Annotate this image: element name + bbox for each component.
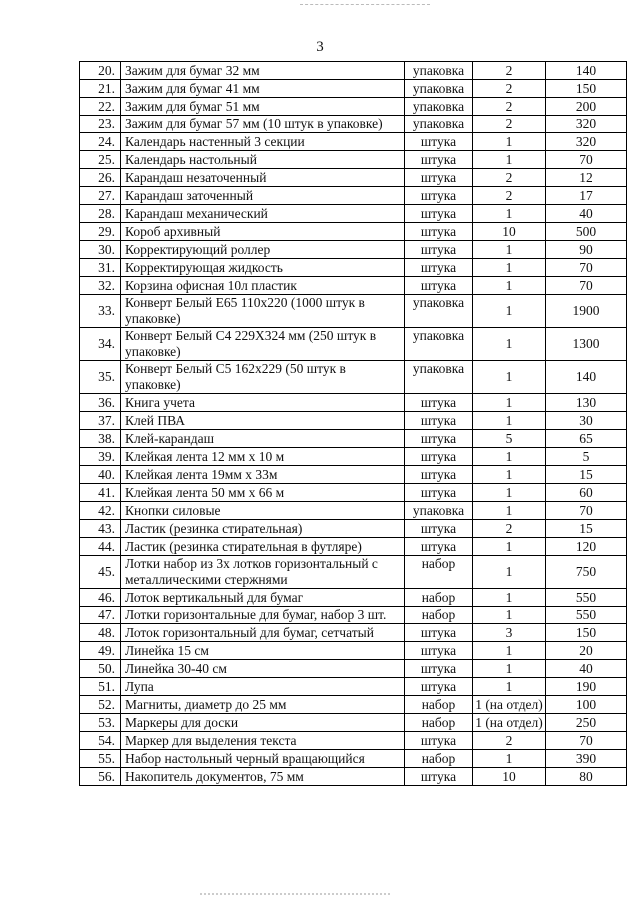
unit-of-measure: набор — [405, 750, 473, 768]
unit-of-measure: штука — [405, 205, 473, 223]
unit-of-measure: штука — [405, 133, 473, 151]
quantity: 1 — [473, 607, 546, 624]
item-name: Корректирующая жидкость — [121, 259, 405, 277]
unit-of-measure: штука — [405, 394, 473, 412]
row-number: 30. — [80, 241, 121, 259]
table-row — [80, 607, 627, 624]
row-number: 25. — [80, 151, 121, 169]
row-number: 49. — [80, 642, 121, 660]
item-name: Книга учета — [121, 394, 405, 412]
table-row — [80, 538, 627, 556]
quantity: 1 — [473, 750, 546, 768]
price: 70 — [546, 277, 627, 295]
quantity: 1 — [473, 642, 546, 660]
table-row — [80, 448, 627, 466]
table-row — [80, 277, 627, 295]
quantity: 1 — [473, 556, 546, 589]
supplies-table-body — [80, 62, 627, 786]
price: 17 — [546, 187, 627, 205]
price: 1900 — [546, 295, 627, 328]
table-row — [80, 187, 627, 205]
table-row — [80, 678, 627, 696]
row-number: 23. — [80, 116, 121, 133]
price: 15 — [546, 520, 627, 538]
item-name: Набор настольный черный вращающийся — [121, 750, 405, 768]
quantity: 2 — [473, 169, 546, 187]
table-row — [80, 642, 627, 660]
price: 40 — [546, 205, 627, 223]
item-name: Конверт Белый Е65 110х220 (1000 штук в упаковке) — [121, 295, 405, 328]
price: 320 — [546, 133, 627, 151]
table-row — [80, 241, 627, 259]
price: 140 — [546, 62, 627, 80]
price: 65 — [546, 430, 627, 448]
unit-of-measure: упаковка — [405, 361, 473, 394]
item-name: Линейка 30-40 см — [121, 660, 405, 678]
price: 90 — [546, 241, 627, 259]
item-name: Карандаш механический — [121, 205, 405, 223]
item-name: Магниты, диаметр до 25 мм — [121, 696, 405, 714]
table-row — [80, 624, 627, 642]
item-name: Зажим для бумаг 57 мм (10 штук в упаковке) — [121, 116, 405, 133]
unit-of-measure: штука — [405, 169, 473, 187]
unit-of-measure: упаковка — [405, 62, 473, 80]
unit-of-measure: набор — [405, 589, 473, 607]
quantity: 2 — [473, 116, 546, 133]
unit-of-measure: упаковка — [405, 80, 473, 98]
table-row — [80, 502, 627, 520]
price: 20 — [546, 642, 627, 660]
quantity: 1 — [473, 466, 546, 484]
unit-of-measure: штука — [405, 430, 473, 448]
row-number: 36. — [80, 394, 121, 412]
table-row — [80, 696, 627, 714]
unit-of-measure: штука — [405, 151, 473, 169]
quantity: 10 — [473, 223, 546, 241]
quantity: 1 — [473, 277, 546, 295]
item-name: Лотки горизонтальные для бумаг, набор 3 шт. — [121, 607, 405, 624]
item-name: Конверт Белый С4 229Х324 мм (250 штук в упаковке) — [121, 328, 405, 361]
quantity: 2 — [473, 62, 546, 80]
item-name: Ластик (резинка стирательная в футляре) — [121, 538, 405, 556]
item-name: Календарь настенный 3 секции — [121, 133, 405, 151]
table-row — [80, 589, 627, 607]
quantity: 1 — [473, 484, 546, 502]
item-name: Ластик (резинка стирательная) — [121, 520, 405, 538]
item-name: Маркер для выделения текста — [121, 732, 405, 750]
page-number: 3 — [316, 39, 324, 55]
price: 500 — [546, 223, 627, 241]
row-number: 22. — [80, 98, 121, 116]
price: 320 — [546, 116, 627, 133]
price: 80 — [546, 768, 627, 786]
row-number: 34. — [80, 328, 121, 361]
quantity: 1 — [473, 448, 546, 466]
price: 70 — [546, 732, 627, 750]
quantity: 1 — [473, 589, 546, 607]
table-row — [80, 556, 627, 589]
unit-of-measure: штука — [405, 538, 473, 556]
price: 60 — [546, 484, 627, 502]
quantity: 3 — [473, 624, 546, 642]
supplies-table — [79, 61, 627, 786]
row-number: 26. — [80, 169, 121, 187]
unit-of-measure: штука — [405, 223, 473, 241]
quantity: 1 — [473, 151, 546, 169]
row-number: 33. — [80, 295, 121, 328]
unit-of-measure: упаковка — [405, 502, 473, 520]
row-number: 24. — [80, 133, 121, 151]
quantity: 10 — [473, 768, 546, 786]
unit-of-measure: штука — [405, 277, 473, 295]
scan-artifact-top — [300, 4, 430, 5]
row-number: 40. — [80, 466, 121, 484]
row-number: 39. — [80, 448, 121, 466]
quantity: 1 — [473, 259, 546, 277]
price: 190 — [546, 678, 627, 696]
table-row — [80, 430, 627, 448]
row-number: 21. — [80, 80, 121, 98]
row-number: 28. — [80, 205, 121, 223]
item-name: Лотки набор из 3х лотков горизонтальный с металлическими стержнями — [121, 556, 405, 589]
table-row — [80, 80, 627, 98]
table-row — [80, 412, 627, 430]
row-number: 45. — [80, 556, 121, 589]
quantity: 2 — [473, 80, 546, 98]
row-number: 50. — [80, 660, 121, 678]
unit-of-measure: набор — [405, 556, 473, 589]
table-row — [80, 151, 627, 169]
row-number: 47. — [80, 607, 121, 624]
table-row — [80, 768, 627, 786]
item-name: Лоток горизонтальный для бумаг, сетчатый — [121, 624, 405, 642]
unit-of-measure: штука — [405, 732, 473, 750]
quantity: 1 — [473, 361, 546, 394]
row-number: 46. — [80, 589, 121, 607]
table-row — [80, 205, 627, 223]
price: 15 — [546, 466, 627, 484]
quantity: 1 — [473, 412, 546, 430]
table-row — [80, 750, 627, 768]
row-number: 27. — [80, 187, 121, 205]
unit-of-measure: штука — [405, 768, 473, 786]
unit-of-measure: штука — [405, 448, 473, 466]
unit-of-measure: штука — [405, 660, 473, 678]
table-row — [80, 62, 627, 80]
quantity: 2 — [473, 187, 546, 205]
table-row — [80, 259, 627, 277]
unit-of-measure: штука — [405, 412, 473, 430]
price: 12 — [546, 169, 627, 187]
price: 150 — [546, 624, 627, 642]
quantity: 1 — [473, 133, 546, 151]
price: 5 — [546, 448, 627, 466]
row-number: 35. — [80, 361, 121, 394]
row-number: 41. — [80, 484, 121, 502]
row-number: 44. — [80, 538, 121, 556]
quantity: 1 — [473, 678, 546, 696]
quantity: 1 — [473, 241, 546, 259]
quantity: 1 (на отдел) — [473, 714, 546, 732]
row-number: 38. — [80, 430, 121, 448]
scan-artifact-bottom — [200, 893, 390, 895]
price: 70 — [546, 502, 627, 520]
item-name: Зажим для бумаг 51 мм — [121, 98, 405, 116]
unit-of-measure: упаковка — [405, 328, 473, 361]
table-row — [80, 660, 627, 678]
table-row — [80, 223, 627, 241]
item-name: Короб архивный — [121, 223, 405, 241]
table-row — [80, 394, 627, 412]
item-name: Линейка 15 см — [121, 642, 405, 660]
row-number: 43. — [80, 520, 121, 538]
unit-of-measure: штука — [405, 678, 473, 696]
item-name: Накопитель документов, 75 мм — [121, 768, 405, 786]
unit-of-measure: штука — [405, 187, 473, 205]
row-number: 31. — [80, 259, 121, 277]
price: 1300 — [546, 328, 627, 361]
row-number: 53. — [80, 714, 121, 732]
price: 120 — [546, 538, 627, 556]
row-number: 51. — [80, 678, 121, 696]
quantity: 5 — [473, 430, 546, 448]
price: 70 — [546, 151, 627, 169]
item-name: Корзина офисная 10л пластик — [121, 277, 405, 295]
unit-of-measure: упаковка — [405, 98, 473, 116]
quantity: 1 — [473, 502, 546, 520]
price: 150 — [546, 80, 627, 98]
unit-of-measure: штука — [405, 520, 473, 538]
price: 100 — [546, 696, 627, 714]
quantity: 1 (на отдел) — [473, 696, 546, 714]
row-number: 20. — [80, 62, 121, 80]
item-name: Клей ПВА — [121, 412, 405, 430]
price: 130 — [546, 394, 627, 412]
item-name: Карандаш незаточенный — [121, 169, 405, 187]
row-number: 32. — [80, 277, 121, 295]
item-name: Зажим для бумаг 41 мм — [121, 80, 405, 98]
row-number: 42. — [80, 502, 121, 520]
price: 200 — [546, 98, 627, 116]
row-number: 55. — [80, 750, 121, 768]
table-row — [80, 484, 627, 502]
item-name: Кнопки силовые — [121, 502, 405, 520]
price: 390 — [546, 750, 627, 768]
unit-of-measure: штука — [405, 259, 473, 277]
row-number: 37. — [80, 412, 121, 430]
price: 70 — [546, 259, 627, 277]
row-number: 48. — [80, 624, 121, 642]
row-number: 52. — [80, 696, 121, 714]
table-row — [80, 361, 627, 394]
quantity: 1 — [473, 295, 546, 328]
table-row — [80, 133, 627, 151]
quantity: 1 — [473, 660, 546, 678]
price: 30 — [546, 412, 627, 430]
table-row — [80, 328, 627, 361]
quantity: 2 — [473, 732, 546, 750]
row-number: 56. — [80, 768, 121, 786]
quantity: 1 — [473, 394, 546, 412]
unit-of-measure: штука — [405, 484, 473, 502]
unit-of-measure: набор — [405, 607, 473, 624]
quantity: 2 — [473, 520, 546, 538]
item-name: Клейкая лента 19мм х 33м — [121, 466, 405, 484]
quantity: 2 — [473, 98, 546, 116]
item-name: Карандаш заточенный — [121, 187, 405, 205]
unit-of-measure: упаковка — [405, 295, 473, 328]
item-name: Клейкая лента 12 мм х 10 м — [121, 448, 405, 466]
quantity: 1 — [473, 205, 546, 223]
item-name: Календарь настольный — [121, 151, 405, 169]
quantity: 1 — [473, 328, 546, 361]
price: 750 — [546, 556, 627, 589]
item-name: Корректирующий роллер — [121, 241, 405, 259]
price: 250 — [546, 714, 627, 732]
table-row — [80, 714, 627, 732]
item-name: Лоток вертикальный для бумаг — [121, 589, 405, 607]
unit-of-measure: штука — [405, 466, 473, 484]
unit-of-measure: набор — [405, 714, 473, 732]
unit-of-measure: набор — [405, 696, 473, 714]
unit-of-measure: штука — [405, 642, 473, 660]
price: 550 — [546, 589, 627, 607]
item-name: Маркеры для доски — [121, 714, 405, 732]
item-name: Клейкая лента 50 мм х 66 м — [121, 484, 405, 502]
table-row — [80, 98, 627, 116]
table-row — [80, 732, 627, 750]
item-name: Лупа — [121, 678, 405, 696]
row-number: 54. — [80, 732, 121, 750]
item-name: Конверт Белый С5 162х229 (50 штук в упаковке) — [121, 361, 405, 394]
table-row — [80, 295, 627, 328]
quantity: 1 — [473, 538, 546, 556]
row-number: 29. — [80, 223, 121, 241]
price: 40 — [546, 660, 627, 678]
table-row — [80, 116, 627, 133]
table-row — [80, 466, 627, 484]
unit-of-measure: штука — [405, 624, 473, 642]
unit-of-measure: штука — [405, 241, 473, 259]
item-name: Клей-карандаш — [121, 430, 405, 448]
item-name: Зажим для бумаг 32 мм — [121, 62, 405, 80]
price: 140 — [546, 361, 627, 394]
table-row — [80, 169, 627, 187]
price: 550 — [546, 607, 627, 624]
unit-of-measure: упаковка — [405, 116, 473, 133]
table-row — [80, 520, 627, 538]
